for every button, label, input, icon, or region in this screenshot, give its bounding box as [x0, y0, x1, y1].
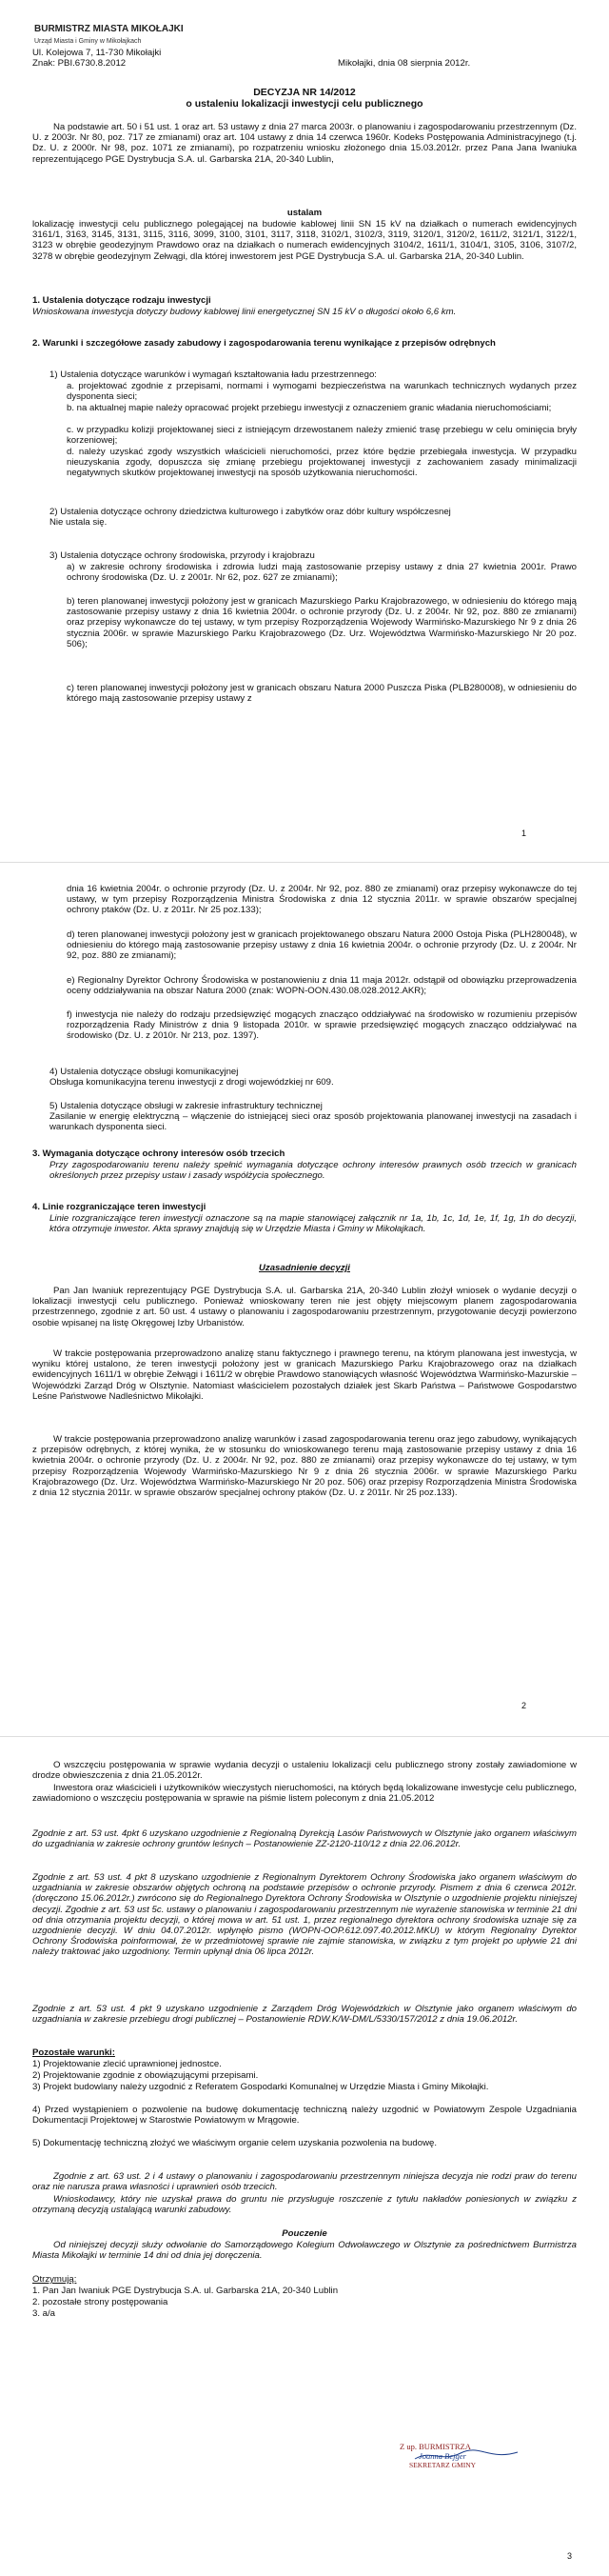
agreement-forests: Zgodnie z art. 53 ust. 4pkt 6 uzyskano uzgodnienie z Regionalną Dyrekcją Lasów Państwowych w Olsztynie jako organem właściwym do uzgadniania w zakresie ochrony gruntów leśnych – Postanowienie ZZ-2120-110/12 z dnia 22.06.2012r.: [32, 1828, 577, 1850]
condition-2: 2) Projektowanie zgodnie z obowiązującymi przepisami.: [32, 2070, 259, 2081]
stamp-line-1: Z up. BURMISTRZA: [400, 2442, 471, 2451]
legal-basis: Na podstawie art. 50 i 51 ust. 1 oraz art. 53 ustawy z dnia 27 marca 2003r. o planowaniu i zagospodarowaniu przestrzennym (Dz. U. z 2003r. Nr 80, poz. 717 ze zmianami) oraz art. 104 ustawy z dnia 14 czerwca 1960r. Kodeks Postępowania Administracyjnego (t.j. Dz. U. z 2000r. Nr 98, poz. 1071 ze zmianami), po rozpatrzeniu wniosku złożonego dnia 15.03.2012r. przez Pana Jana Iwaniuka reprezentującego PGE Dystrybucja S.A. ul. Garbarska 21A, 20-340 Lublin,: [32, 122, 577, 165]
conditions-heading: Pozostałe warunki:: [32, 2047, 115, 2058]
section-1-heading: 1. Ustalenia dotyczące rodzaju inwestycji: [32, 295, 211, 306]
item-3a: a) w zakresie ochrony środowiska i zdrowia ludzi mają zastosowanie przepisy ustawy z dnia 27 kwietnia 2001r. Prawo ochrony środowiska (Dz. U. z 2001r. Nr 62, poz. 627 ze zmianami);: [67, 562, 577, 584]
section-3-body: Przy zagospodarowaniu terenu należy spełnić wymagania dotyczące ochrony interesów prawnych osób trzecich w granicach określonych przez przepisy ustaw i zasady współżycia społecznego.: [49, 1160, 577, 1182]
agreement-roads: Zgodnie z art. 53 ust. 4 pkt 9 uzyskano uzgodnienie z Zarządem Dróg Wojewódzkich w Olsztynie jako organem właściwym do uzgadniania w zakresie przebiegu drogi publicznej – Postanowienie RDW.K/W-DM/L/5330/157/2012 z dnia 19.06.2012r.: [32, 2004, 577, 2026]
section-1-body: Wnioskowana inwestycja dotyczy budowy kablowej linii energetycznej SN 15 kV o długości około 6,6 km.: [32, 307, 457, 317]
item-3d: d) teren planowanej inwestycji położony jest w granicach projektowanego obszaru Natura 2000 Ostoja Piska (PLH280048), w odniesieniu do którego mają zastosowanie przepisy ustawy z dnia 16 kwietnia 2004r. o ochronie przyrody (Dz. U. z 2004r. Nr 92, poz. 880 ze zmianami);: [67, 929, 577, 962]
stamp-line-3: SEKRETARZ GMINY: [409, 2461, 477, 2469]
item-3b: b) teren planowanej inwestycji położony jest w granicach Mazurskiego Parku Krajobrazowego, w odniesieniu do którego mają zastosowanie przepisy ustawy z dnia 16 kwietnia 2004r. o ochronie przyrody (Dz. U. z 2004r. Nr 92, poz. 880 ze zmianami) oraz przepisy wykonawcze do tej ustawy, w tym przepisy Rozporządzenia Wojewody Warmińsko-Mazurskiego Nr 9 z dnia 26 stycznia 2006r. w sprawie Mazurskiego Parku Krajobrazowego (Dz. Urz. Województwa Warmińsko-Mazurskiego Nr 20 poz. 506);: [67, 596, 577, 649]
page-number-1: 1: [521, 829, 527, 838]
decision-body: lokalizację inwestycji celu publicznego polegającej na budowie kablowej linii SN 15 kV na działkach o numerach ewidencyjnych 3161/1, 3163, 3145, 3131, 3115, 3116, 3099, 3100, 3101, 3117, 3118, 3102/1, 3102/3, 3119, 3120/1, 3120/2, 1611/2, 3121/1, 3122/1, 3123 w obrębie geodezyjnym Prawdowo oraz na działkach o numerach ewidencyjnych 3104/2, 1611/1, 3104/1, 3105, 3106, 3107/2, 3278 w obrębie geodezyjnym Zełwągi, dla której inwestorem jest PGE Dystrybucja S.A. ul. Garbarska 21A, 20-340 Lublin.: [32, 219, 577, 262]
page-number-3: 3: [567, 2551, 573, 2561]
item-1c: c. w przypadku kolizji projektowanej sieci z istniejącym drzewostanem należy zmienić trasę przebiegu w celu ominięcia bryły korzeniowej;: [67, 425, 577, 447]
justification-para-2: W trakcie postępowania przeprowadzono analizę stanu faktycznego i prawnego terenu, na którym planowana jest inwestycja, w wyniku której ustalono, że teren inwestycji położony jest w granicach Mazurskiego Parku Krajobrazowego oraz na działkach ewidencyjnych 1611/1 w obrębie Zełwągi i 1611/2 w obrębie Prawdowo stanowiących własność Województwa Warmińsko-Mazurskie – Wojewódzki Zarząd Dróg w Olsztynie. Natomiast właścicielem pozostałych działek jest Skarb Państwa – Państwowe Gospodarstwo Leśne Państwowe Nadleśnictwo Mikołajki.: [32, 1348, 577, 1402]
page-1: [0, 0, 609, 862]
recipients-heading: Otrzymują:: [32, 2274, 77, 2285]
recipient-1: 1. Pan Jan Iwaniuk PGE Dystrybucja S.A. ul. Garbarska 21A, 20-340 Lublin: [32, 2286, 339, 2296]
agreement-rdos: Zgodnie z art. 53 ust. 4 pkt 8 uzyskano uzgodnienie z Regionalnym Dyrektorem Ochrony Środowiska jako organem właściwym do uzgadniania w zakresie obszarów objętych ochroną na podstawie przepisów o ochronie przyrody. Pismem z dnia 6 czerwca 2012r. (doręczono 15.06.2012r.) zwrócono się do Regionalnego Dyrektora Ochrony Środowiska w Olsztynie o uzgodnienie projektu niniejszej decyzji. Zgodnie z art. 53 ust 5c. ustawy o planowaniu i zagospodarowaniu przestrzennym nie wyrażenie stanowiska w terminie 21 dni od dnia otrzymania projektu decyzji, o której mowa w art. 51 ust. 1, przez regionalnego dyrektora ochrony środowiska uznaje się za uzgodnienie decyzji. W dniu 04.07.2012r. wpłynęło pismo (WOPN-OOP.612.097.40.2012.MKU) w którym Regionalny Dyrektor Ochrony Środowiska poinformował, że w przedmiotowej sprawie nie zajmie stanowiska, w związku z tym projekt po upływie 21 dni należy traktować jako uzgodniony. Termin upłynął dnia 06 lipca 2012r.: [32, 1872, 577, 1958]
decision-subtitle: o ustaleniu lokalizacji inwestycji celu publicznego: [186, 98, 423, 110]
justification-heading: Uzasadnienie decyzji: [259, 1263, 350, 1273]
item-1a: a. projektować zgodnie z przepisami, normami i wymogami bezpieczeństwa na warunkach technicznych wydanych przez dysponenta sieci;: [67, 381, 577, 403]
signature-stamp: [400, 2442, 542, 2489]
page-2: [0, 862, 609, 1736]
item-4: 4) Ustalenia dotyczące obsługi komunikacyjnej Obsługa komunikacyjna terenu inwestycji z drogi wojewódzkiej nr 609.: [49, 1067, 334, 1088]
page-3: [0, 1736, 609, 2576]
claims-note: Wnioskodawcy, który nie uzyskał prawa do gruntu nie przysługuje roszczenie z tytułu nakładów poniesionych w związku z otrzymaną decyzją ustalającą warunki zabudowy.: [32, 2194, 577, 2216]
stamp-org-line: Urząd Miasta i Gminy w Mikołajkach: [34, 38, 142, 45]
item-1-heading: 1) Ustalenia dotyczące warunków i wymagań kształtowania ładu przestrzennego:: [49, 369, 377, 380]
rights-note: Zgodnie z art. 63 ust. 2 i 4 ustawy o planowaniu i zagospodarowaniu przestrzennym niniejsza decyzja nie rodzi praw do terenu oraz nie narusza prawa własności i uprawnień osób trzecich.: [32, 2171, 577, 2193]
header-stamp: [32, 21, 204, 46]
signature-scribble: [413, 2449, 527, 2463]
case-number: Znak: PBI.6730.8.2012: [32, 58, 127, 69]
item-3-heading: 3) Ustalenia dotyczące ochrony środowiska, przyrody i krajobrazu: [49, 550, 315, 561]
item-5: 5) Ustalenia dotyczące obsługi w zakresie infrastruktury technicznej Zasilanie w energię elektryczną – włączenie do istniejącej sieci oraz sposób projektowania planowanej inwestycji na zasadach i warunkach dysponenta sieci.: [49, 1101, 577, 1133]
condition-5: 5) Dokumentację techniczną złożyć we właściwym organie celem uzyskania pozwolenia na budowę.: [32, 2138, 437, 2148]
notice-para: O wszczęciu postępowania w sprawie wydania decyzji o ustaleniu lokalizacji celu publicznego strony zostały zawiadomione w drodze obwieszczenia z dnia 21.05.2012r.: [32, 1760, 577, 1782]
condition-3: 3) Projekt budowlany należy uzgodnić z Referatem Gospodarki Komunalnej w Urzędzie Miasta i Gminy Mikołajki.: [32, 2082, 489, 2092]
item-1b: b. na aktualnej mapie należy opracować projekt przebiegu inwestycji z oznaczeniem granic władania nieruchomościami;: [67, 403, 552, 413]
section-4-body: Linie rozgraniczające teren inwestycji oznaczone są na mapie stanowiącej załącznik nr 1a, 1b, 1c, 1d, 1e, 1f, 1g, 1h do decyzji, która otrzymuje inwestor. Akta sprawy znajdują się w Urzędzie Miasta i Gminy w Mikołajkach.: [49, 1213, 577, 1235]
item-3e: e) Regionalny Dyrektor Ochrony Środowiska w postanowieniu z dnia 11 maja 2012r. odstąpił od obowiązku przeprowadzenia oceny oddziaływania na obszar Natura 2000 (znak: WOPN-OON.430.08.028.2012.AKR);: [67, 975, 577, 997]
page-number-2: 2: [521, 1701, 527, 1710]
item-2: 2) Ustalenia dotyczące ochrony dziedzictwa kulturowego i zabytków oraz dóbr kultury współczesnej Nie ustala się.: [49, 507, 451, 529]
instruction-body: Od niniejszej decyzji służy odwołanie do Samorządowego Kolegium Odwoławczego w Olsztynie za pośrednictwem Burmistrza Miasta Mikołajki w terminie 14 dni od dnia jej doręczenia.: [32, 2240, 577, 2262]
notification-para: Inwestora oraz właścicieli i użytkowników wieczystych nieruchomości, na których będą lokalizowane inwestycje celu publicznego, zawiadomiono o wszczęciu postępowania w sprawie na piśmie listem poleconym z dnia 21.05.2012: [32, 1783, 577, 1805]
stamp-org-name: BURMISTRZ MIASTA MIKOŁAJKI: [34, 24, 184, 34]
item-3f: f) inwestycja nie należy do rodzaju przedsięwzięć mogących znacząco oddziaływać na środowisko w rozumieniu przepisów rozporządzenia Rady Ministrów z dnia 9 listopada 2010r. w sprawie przedsięwzięć mogących znacząco oddziaływać na środowisko (Dz. U. z 2010r. Nr 213, poz. 1397).: [67, 1009, 577, 1042]
stamp-line-2: Joanna Bejger: [419, 2451, 466, 2461]
section-4-heading: 4. Linie rozgraniczające teren inwestycji: [32, 1202, 206, 1212]
document-date: Mikołajki, dnia 08 sierpnia 2012r.: [338, 58, 471, 69]
item-3c-continued: dnia 16 kwietnia 2004r. o ochronie przyrody (Dz. U. z 2004r. Nr 92, poz. 880 ze zmianami) oraz przepisy wykonawcze do tej ustawy, w tym przepisy Rozporządzenia Ministra Środowiska z dnia 12 stycznia 2011r. w sprawie obszarów specjalnej ochrony ptaków (Dz. U. z 2011r. Nr 25 poz.133);: [67, 884, 577, 916]
condition-1: 1) Projektowanie zlecić uprawnionej jednostce.: [32, 2059, 222, 2069]
justification-para-3: W trakcie postępowania przeprowadzono analizę warunków i zasad zagospodarowania terenu oraz jego zabudowy, wynikających z przepisów odrębnych, z której wynika, że w stosunku do wnioskowanego terenu mają zastosowanie przepisy ustawy z dnia 16 kwietnia 2004r. o ochronie przyrody (Dz. U. z 2004r. Nr 92, poz. 880 ze zmianami) oraz przepisy wykonawcze do tej ustawy, w tym przepisy Rozporządzenia Wojewody Warmińsko-Mazurskiego Nr 9 z dnia 26 stycznia 2006r. w sprawie Mazurskiego Parku Krajobrazowego (Dz. Urz. Województwa Warmińsko-Mazurskiego Nr 20 poz. 506) oraz przepisy Rozporządzenia Ministra Środowiska z dnia 12 stycznia 2011r. w sprawie obszarów specjalnej ochrony ptaków (Dz. U. z 2011r. Nr 25 poz.133).: [32, 1434, 577, 1499]
recipient-3: 3. a/a: [32, 2308, 56, 2319]
decision-title: DECYZJA NR 14/2012: [253, 87, 356, 98]
section-3-heading: 3. Wymagania dotyczące ochrony interesów osób trzecich: [32, 1148, 285, 1159]
section-2-heading: 2. Warunki i szczegółowe zasady zabudowy i zagospodarowania terenu wynikające z przepisów odrębnych: [32, 338, 496, 349]
ustalam-heading: ustalam: [286, 208, 323, 218]
sender-address: Ul. Kolejowa 7, 11-730 Mikołajki: [32, 48, 162, 58]
item-1d: d. należy uzyskać zgody wszystkich właścicieli nieruchomości, przez które będzie przebiegała inwestycja. W przypadku nieuzyskania zgody, dopuszcza się zmianę przebiegu projektowanej inwestycji z zachowaniem zasady minimalizacji negatywnych skutków projektowanej inwestycji na sposób użytkowania nieruchomości.: [67, 447, 577, 479]
justification-para-1: Pan Jan Iwaniuk reprezentujący PGE Dystrybucja S.A. ul. Garbarska 21A, 20-340 Lublin złożył wniosek o wydanie decyzji o lokalizacji inwestycji celu publicznego. Ponieważ wnioskowany teren nie jest objęty miejscowym planem zagospodarowania przestrzennego, zgodnie z art. 50 ust. 4 ustawy o planowaniu i zagospodarowaniu przestrzennym, przygotowanie decyzji powierzono osobie wpisanej na listę Okręgowej Izby Urbanistów.: [32, 1286, 577, 1328]
instruction-heading: Pouczenie: [282, 2228, 327, 2239]
item-3c: c) teren planowanej inwestycji położony jest w granicach obszaru Natura 2000 Puszcza Piska (PLB280008), w odniesieniu do którego mają zastosowanie przepisy ustawy z: [67, 683, 577, 705]
condition-4: 4) Przed wystąpieniem o pozwolenie na budowę dokumentację techniczną należy uzgodnić w Powiatowym Zespole Uzgadniania Dokumentacji Projektowej w Starostwie Powiatowym w Mrągowie.: [32, 2105, 577, 2127]
recipient-2: 2. pozostałe strony postępowania: [32, 2297, 168, 2307]
